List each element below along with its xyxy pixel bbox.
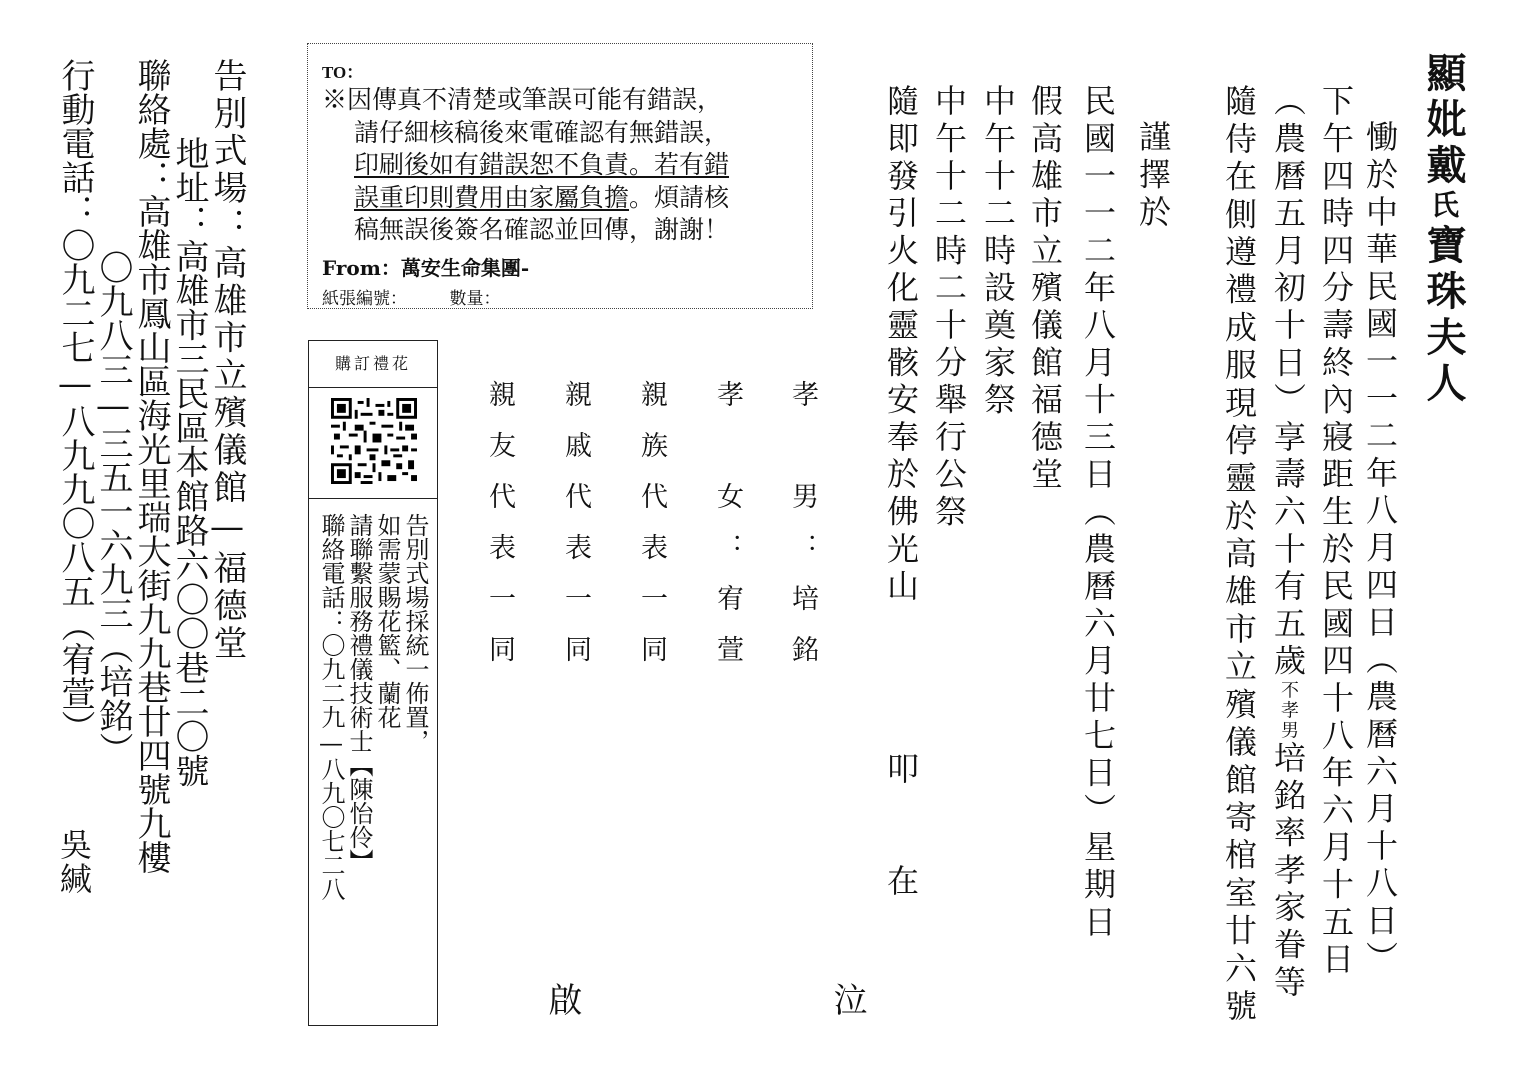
mourner-clan: 親族代表一同 bbox=[636, 380, 667, 686]
fax-notice-box bbox=[307, 43, 813, 309]
mobile-phone bbox=[55, 58, 95, 744]
notice-line-4-underlined: 誤重印則費用由家屬負擔 bbox=[354, 182, 630, 212]
qr-code-icon[interactable] bbox=[309, 388, 437, 499]
flower-order-box bbox=[308, 340, 438, 1026]
notice-to: TO： bbox=[322, 63, 364, 82]
contact-phone-1: 〇九八三—三五一六九三（培銘） bbox=[93, 250, 133, 766]
ceremony-date: 民國一一二年八月十三日（農曆六月廿七日）星期日 bbox=[1079, 84, 1117, 942]
main-line-2: 下午四時四分壽終內寢距生於民國四十八年六月十五日 bbox=[1317, 84, 1355, 980]
mourner-daughters: 孝 女：宥萱 bbox=[712, 380, 743, 686]
flower-order-header: 購訂禮花 bbox=[309, 341, 437, 388]
weep-char: 泣 bbox=[827, 982, 867, 1016]
notice-line-2: 請仔細核稿後來電確認有無錯誤， bbox=[354, 117, 730, 147]
contact-office bbox=[131, 58, 171, 874]
contact-phone-2: 〇九二七—八九九〇八五（宥萱） bbox=[55, 228, 95, 744]
main-line-3 bbox=[1269, 84, 1307, 1002]
cremation-line: 隨即發引火化靈骸安奉於佛光山 bbox=[882, 84, 920, 607]
funeral-venue-value: 高雄市立殯儀館—福德堂 bbox=[207, 245, 247, 663]
announce-char: 啟 bbox=[542, 982, 582, 1016]
title-name: 寶珠夫人 bbox=[1420, 224, 1467, 408]
main-line-3-b: 培銘率孝家眷等 bbox=[1269, 740, 1307, 1002]
contact-office-label: 聯絡處： bbox=[131, 58, 171, 194]
qr-code-graphic bbox=[331, 398, 417, 484]
notice-line-5: 稿無誤後簽名確認並回傳，謝謝！ bbox=[354, 215, 730, 244]
contact-office-value: 高雄市鳳山區海光里瑞大街九九巷廿四號九樓 bbox=[131, 194, 171, 874]
flower-col-2: 如需蒙賜花籃、蘭花 bbox=[373, 513, 401, 729]
venue-address bbox=[169, 136, 209, 788]
main-line-4: 隨侍在側遵禮成服現停靈於高雄市立殯儀館寄棺室廿六號 bbox=[1220, 84, 1258, 1027]
kowtow-2: 在 bbox=[882, 864, 920, 902]
ceremony-venue: 假高雄市立殯儀館福德堂 bbox=[1026, 84, 1064, 495]
notice-line-4-rest: 。煩請核 bbox=[629, 182, 730, 212]
family-rite: 中午十二時設奠家祭 bbox=[979, 84, 1017, 420]
funeral-venue bbox=[207, 58, 247, 663]
mourner-sons: 孝 男：培銘 bbox=[787, 380, 818, 686]
funeral-venue-label: 告別式場： bbox=[207, 58, 247, 245]
chose-date-label: 謹擇於 bbox=[1134, 120, 1172, 232]
mourner-friends: 親友代表一同 bbox=[484, 380, 515, 686]
mobile-phone-label: 行動電話： bbox=[55, 58, 95, 228]
notice-line-3-text: 印刷後如有錯誤恕不負責。若有錯 bbox=[354, 150, 730, 179]
signer: 吳緘 bbox=[55, 828, 93, 896]
notice-body bbox=[322, 84, 729, 247]
mourner-relatives: 親戚代表一同 bbox=[560, 380, 591, 686]
venue-address-label: 地址： bbox=[169, 136, 209, 239]
public-rite: 中午十二時二十分舉行公祭 bbox=[930, 84, 968, 532]
main-line-3-small: 不孝男 bbox=[1278, 680, 1299, 741]
notice-line-4 bbox=[322, 182, 729, 215]
main-line-3-a: （農曆五月初十日）享壽六十有五歲 bbox=[1269, 84, 1307, 681]
venue-address-value: 高雄市三民區本館路六〇〇巷二〇號 bbox=[169, 238, 209, 788]
kowtow-1: 叩 bbox=[882, 752, 920, 790]
notice-paper-number: 紙張編號： 數量： bbox=[322, 289, 501, 309]
deceased-title bbox=[1420, 52, 1467, 408]
title-surname-mark: 氏 bbox=[1427, 190, 1460, 224]
notice-line-3 bbox=[322, 149, 729, 182]
flower-col-3: 請聯繫服務禮儀技術士【陳怡伶】 bbox=[345, 513, 373, 873]
main-line-1: 慟於中華民國一一二年八月四日（農曆六月十八日） bbox=[1361, 120, 1399, 978]
notice-line-1: ※因傳真不清楚或筆誤可能有錯誤， bbox=[322, 85, 723, 114]
title-prefix: 顯妣戴 bbox=[1420, 52, 1467, 190]
flower-col-1: 告別式場採統一佈置， bbox=[401, 513, 429, 753]
notice-from: From：萬安生命集團- bbox=[322, 256, 530, 280]
flower-col-4: 聯絡電話：〇九二九—八九〇七二八 bbox=[317, 513, 345, 901]
